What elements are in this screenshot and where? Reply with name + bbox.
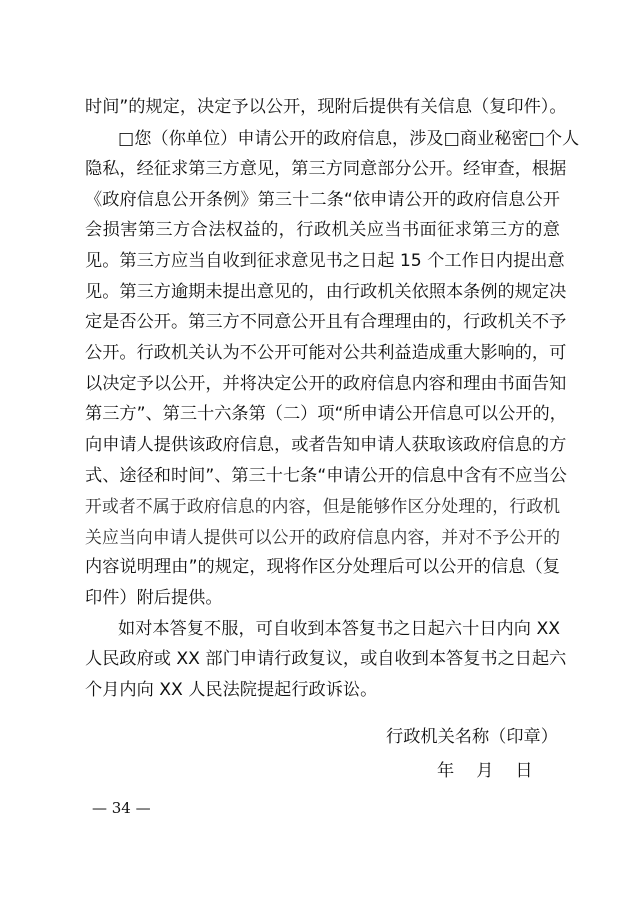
paragraph-line: 印件）附后提供。 <box>85 588 223 608</box>
signature-date <box>437 761 533 781</box>
paragraph-line: 式、途径和时间”、第三十七条“申请公开的信息中含有不应当公 <box>85 466 567 486</box>
date-day: 日 <box>515 761 533 781</box>
paragraph-line: 如对本答复不服，可自收到本答复书之日起六十日内向 XX <box>118 619 560 639</box>
paragraph-line: 内容说明理由”的规定，现将作区分处理后可以公开的信息（复 <box>85 557 560 577</box>
signature-organ-name: 行政机关名称（印章） <box>386 727 558 747</box>
paragraph-line: 公开。行政机关认为不公开可能对公共利益造成重大影响的，可 <box>85 343 567 363</box>
paragraph-line: 以决定予以公开，并将决定公开的政府信息内容和理由书面告知 <box>85 374 567 394</box>
paragraph-line: 定是否公开。第三方不同意公开且有合理理由的，行政机关不予 <box>85 312 567 332</box>
paragraph-line: 见。第三方应当自收到征求意见书之日起 15 个工作日内提出意 <box>85 251 565 271</box>
paragraph-line: 个月内向 XX 人民法院提起行政诉讼。 <box>85 680 378 700</box>
paragraph-line: 隐私，经征求第三方意见，第三方同意部分公开。经审查，根据 <box>85 159 567 179</box>
paragraph-line: 会损害第三方合法权益的，行政机关应当书面征求第三方的意 <box>85 220 560 240</box>
paragraph-line: □您（你单位）申请公开的政府信息，涉及□商业秘密□个人 <box>118 129 580 149</box>
page-number: — 34 — <box>92 799 151 817</box>
paragraph-line: 第三方”、第三十六条第（二）项“所申请公开信息可以公开的， <box>85 404 567 424</box>
date-year: 年 <box>437 761 455 781</box>
paragraph-line: 人民政府或 XX 部门申请行政复议，或自收到本答复书之日起六 <box>85 649 567 669</box>
date-month: 月 <box>476 761 494 781</box>
paragraph-line: 向申请人提供该政府信息，或者告知申请人获取该政府信息的方 <box>85 435 567 455</box>
paragraph-line: 开或者不属于政府信息的内容，但是能够作区分处理的，行政机 <box>85 496 560 516</box>
paragraph-line: 关应当向申请人提供可以公开的政府信息内容，并对不予公开的 <box>85 527 560 547</box>
paragraph-line: 时间”的规定，决定予以公开，现附后提供有关信息（复印件）。 <box>85 97 567 117</box>
paragraph-line: 《政府信息公开条例》第三十二条“依申请公开的政府信息公开 <box>85 190 560 210</box>
paragraph-line: 见。第三方逾期未提出意见的，由行政机关依照本条例的规定决 <box>85 282 567 302</box>
